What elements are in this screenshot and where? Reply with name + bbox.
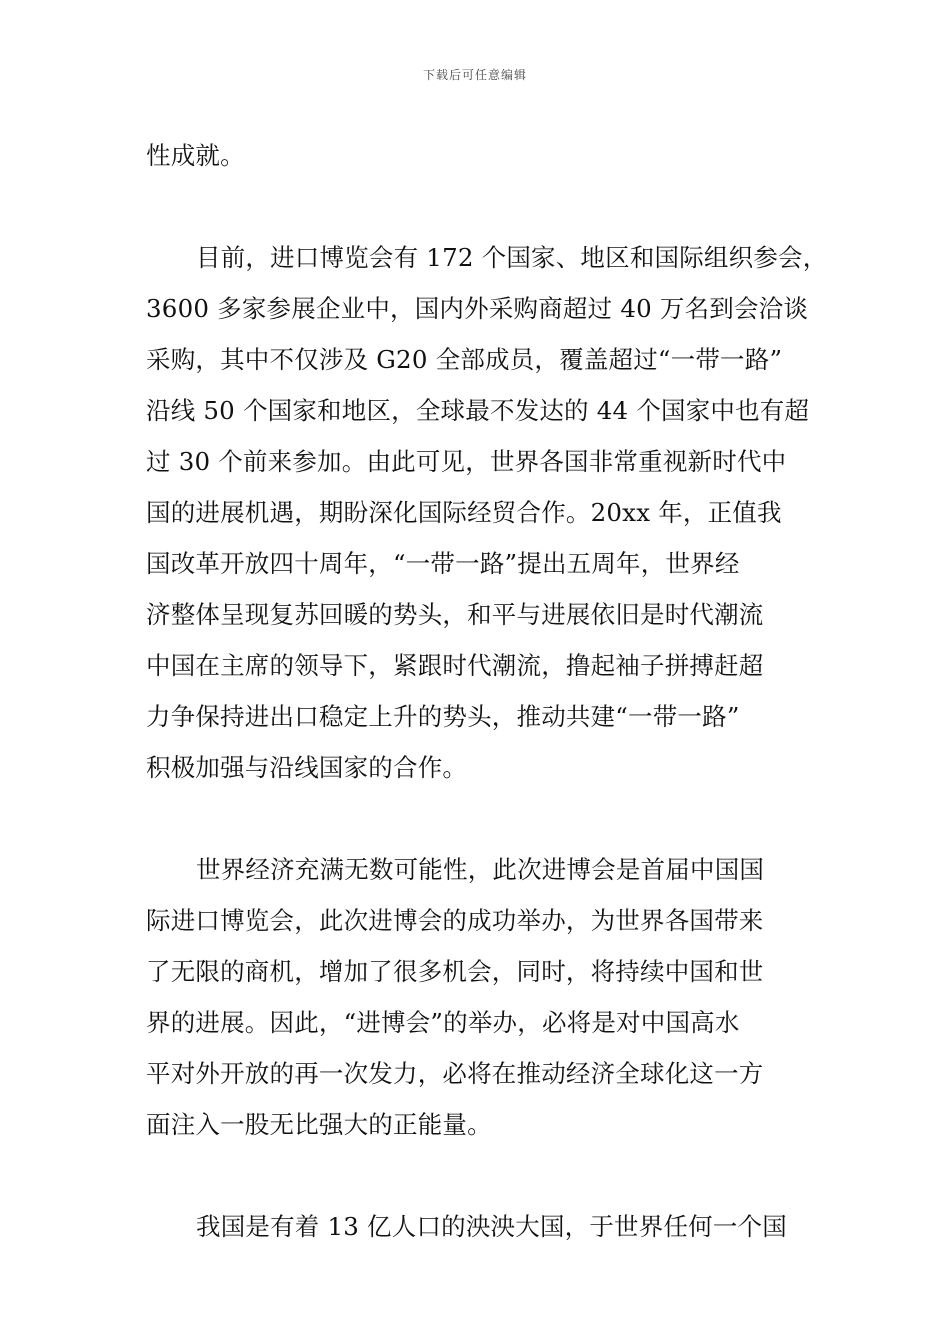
text-line: 济整体呈现复苏回暖的势头，和平与进展依旧是时代潮流	[146, 600, 764, 629]
text-line: 国改革开放四十周年，“一带一路”提出五周年，世界经	[146, 549, 740, 578]
text-line: 我国是有着 13 亿人口的泱泱大国，于世界任何一个国	[196, 1212, 787, 1241]
text-line: 3600 多家参展企业中，国内外采购商超过 40 万名到会洽谈	[146, 294, 809, 323]
paragraph-expo-participation	[146, 232, 826, 793]
paragraph-gap	[146, 181, 826, 232]
text-line: 面注入一股无比强大的正能量。	[146, 1110, 492, 1139]
text-line: 际进口博览会，此次进博会的成功举办，为世界各国带来	[146, 906, 764, 935]
text-line: 采购，其中不仅涉及 G20 全部成员，覆盖超过“一带一路”	[146, 345, 783, 374]
page-header: 下载后可任意编辑	[422, 68, 527, 82]
paragraph-continuation	[146, 130, 826, 181]
document-body	[146, 130, 826, 1252]
paragraph-gap	[146, 793, 826, 844]
paragraph-world-economy	[146, 844, 826, 1150]
text-line: 国的进展机遇，期盼深化国际经贸合作。20xx 年，正值我	[146, 498, 782, 527]
text-line: 性成就。	[146, 141, 245, 170]
text-line: 平对外开放的再一次发力，必将在推动经济全球化这一方	[146, 1059, 764, 1088]
text-line: 目前，进口博览会有 172 个国家、地区和国际组织参会，	[196, 243, 828, 272]
paragraph-china-population	[146, 1201, 826, 1252]
paragraph-gap	[146, 1150, 826, 1201]
text-line: 沿线 50 个国家和地区，全球最不发达的 44 个国家中也有超	[146, 396, 810, 425]
text-line: 中国在主席的领导下，紧跟时代潮流，撸起袖子拼搏赶超	[146, 651, 764, 680]
text-line: 界的进展。因此，“进博会”的举办，必将是对中国高水	[146, 1008, 740, 1037]
text-line: 过 30 个前来参加。由此可见，世界各国非常重视新时代中	[146, 447, 787, 476]
text-line: 世界经济充满无数可能性，此次进博会是首届中国国	[196, 855, 765, 884]
text-line: 积极加强与沿线国家的合作。	[146, 753, 468, 782]
text-line: 力争保持进出口稳定上升的势头，推动共建“一带一路”	[146, 702, 740, 731]
text-line: 了无限的商机，增加了很多机会，同时，将持续中国和世	[146, 957, 764, 986]
